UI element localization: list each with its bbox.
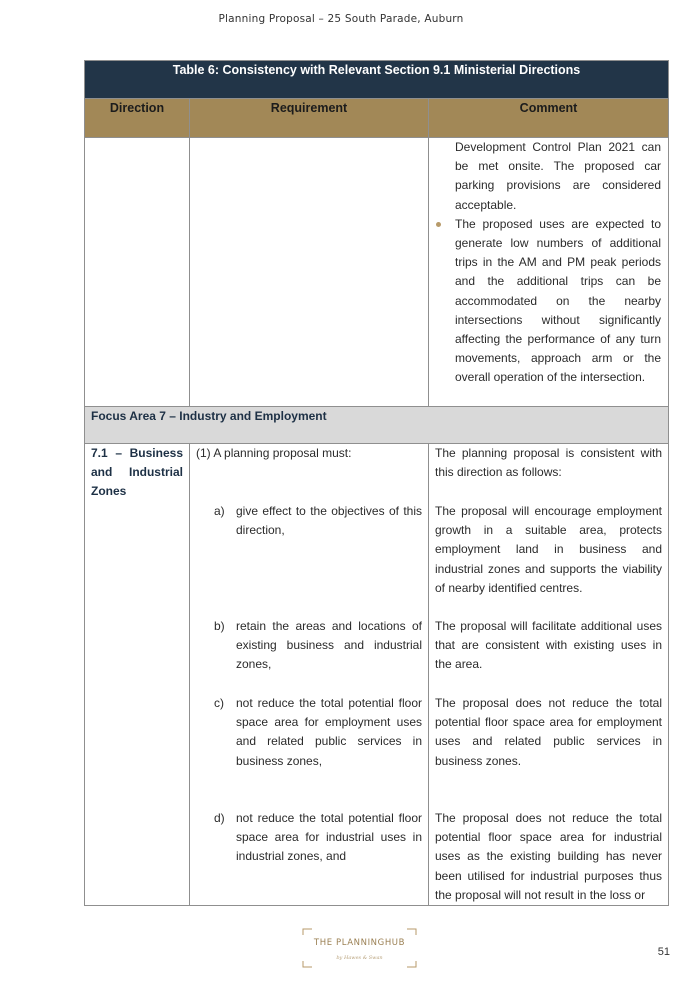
continued-comment-cell	[429, 138, 669, 407]
requirement-item-d	[196, 809, 422, 867]
requirement-intro: (1) A planning proposal must:	[196, 446, 352, 460]
consistency-table	[84, 60, 669, 906]
comment-text: The proposal will facilitate additional uses that are consistent with existing uses in the area.	[435, 619, 663, 672]
requirement-text: give effect to the objectives of this direction,	[236, 504, 422, 538]
requirement-item-c	[196, 694, 422, 809]
continued-comment-lead: Development Control Plan 2021 can be met onsite. The proposed car parking provisions are considered acceptable.	[455, 140, 662, 212]
logo-frame-icon	[302, 928, 417, 968]
table-header-row	[85, 99, 669, 138]
requirement-item-b	[196, 617, 422, 694]
direction-title: 7.1 – Business and Industrial Zones	[91, 446, 183, 499]
requirement-text: retain the areas and locations of existing business and industrial zones,	[236, 619, 422, 672]
requirement-text: not reduce the total potential floor space area for industrial uses in industrial zones, and	[236, 811, 422, 864]
planninghub-logo	[302, 928, 417, 968]
running-header: Planning Proposal – 25 South Parade, Auburn	[218, 13, 464, 25]
comment-item-c	[435, 694, 662, 809]
table-title: Table 6: Consistency with Relevant Section 9.1 Ministerial Directions	[85, 61, 669, 99]
comment-item-b	[435, 617, 662, 694]
continued-direction-cell	[85, 138, 190, 407]
comment-item-d	[435, 809, 662, 905]
continued-comment-bullet-item	[455, 215, 661, 388]
direction-cell	[85, 444, 190, 906]
comment-text: The proposal does not reduce the total potential floor space area for industrial uses as the existing building has never been utilised for industrial purposes thus the proposal will not result in the loss or	[435, 811, 663, 902]
table-row-7-1	[85, 444, 669, 906]
continued-requirement-cell	[190, 138, 429, 407]
requirement-text: not reduce the total potential floor space area for employment uses and related public services in business zones,	[236, 696, 422, 768]
column-header-comment: Comment	[429, 99, 669, 138]
comment-cell	[429, 444, 669, 906]
logo-tagline: by Hawes & Swan	[336, 955, 383, 961]
table-row-continued	[85, 138, 669, 407]
requirement-item-a	[196, 502, 422, 617]
continued-comment-bullet-text: The proposed uses are expected to generate low numbers of additional trips in the AM and PM peak periods and the additional trips can be accommodated on the nearby intersections without significantly affecting the performance of any turn movements, approach arm or the overall operation of the intersection.	[455, 216, 662, 385]
comment-intro-block	[435, 444, 662, 502]
page-number: 51	[657, 946, 670, 958]
column-header-requirement: Requirement	[190, 99, 429, 138]
table-title-row	[85, 61, 669, 99]
requirement-intro-block	[196, 444, 422, 502]
comment-item-a	[435, 502, 662, 617]
comment-text: The proposal will encourage employment growth in a suitable area, protects employment land in business and industrial zones and supports the viability of nearby identified centres.	[435, 504, 663, 595]
requirement-letter: b)	[214, 619, 225, 633]
comment-text: The proposal does not reduce the total potential floor space area for employment uses and related public services in business zones.	[435, 696, 663, 768]
column-header-direction: Direction	[85, 99, 190, 138]
requirement-letter: c)	[214, 696, 224, 710]
logo-wordmark: THE PLANNINGHUB	[313, 938, 406, 948]
requirement-letter: d)	[214, 811, 225, 825]
requirement-letter: a)	[214, 504, 225, 518]
section-heading-row	[85, 407, 669, 444]
requirement-cell	[190, 444, 429, 906]
comment-intro: The planning proposal is consistent with this direction as follows:	[435, 446, 663, 480]
bullet-icon	[436, 222, 441, 227]
section-heading: Focus Area 7 – Industry and Employment	[85, 407, 669, 444]
